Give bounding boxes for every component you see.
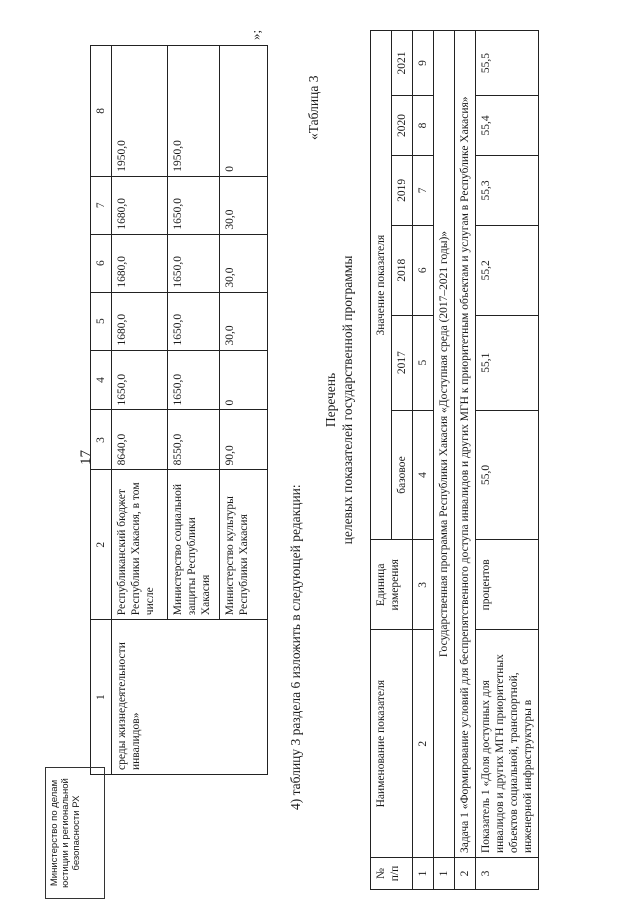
table-cell: 0 xyxy=(220,46,268,177)
column-number: 8 xyxy=(413,96,434,156)
table-cell: 1650,0 xyxy=(112,350,168,410)
header-cell: 4 xyxy=(91,350,112,410)
header-cell: Значение показателя xyxy=(371,31,392,540)
table-cell: Министерство культуры Республики Хакасия xyxy=(220,470,268,620)
header-cell: 5 xyxy=(91,292,112,350)
table-cell: 1680,0 xyxy=(112,234,168,292)
row-number: 2 xyxy=(455,858,476,890)
row-number: 1 xyxy=(434,858,455,890)
program-row: Государственная программа Республики Хакасия «Доступная среда (2017–2021 годы)» xyxy=(434,31,455,858)
indicator-name: Показатель 1 «Доля доступных для инвалидов и других МГН приоритетных объектов социальной, транспортной, инженерной инфраструктуры в xyxy=(476,630,539,858)
table-cell: 0 xyxy=(220,350,268,410)
header-cell: Единица измерения xyxy=(371,540,413,630)
indicator-value: 55,1 xyxy=(476,315,539,410)
table-cell: 1680,0 xyxy=(112,292,168,350)
header-cell: 2017 xyxy=(392,315,413,410)
table-cell: 1650,0 xyxy=(168,176,220,234)
column-number: 1 xyxy=(413,858,434,890)
header-cell: Наименование показателя xyxy=(371,630,413,858)
indicator-value: 55,5 xyxy=(476,31,539,96)
indicator-value: 55,4 xyxy=(476,96,539,156)
table-cell: 8550,0 xyxy=(168,410,220,470)
header-cell: 1 xyxy=(91,620,112,775)
column-number: 9 xyxy=(413,31,434,96)
table-cell: 90,0 xyxy=(220,410,268,470)
header-cell: 2 xyxy=(91,470,112,620)
indicator-value: 55,0 xyxy=(476,410,539,540)
column-number: 3 xyxy=(413,540,434,630)
table-cell: 8640,0 xyxy=(112,410,168,470)
table-cell: 1650,0 xyxy=(168,234,220,292)
header-cell: 6 xyxy=(91,234,112,292)
table-cell: 1950,0 xyxy=(112,46,168,177)
table-cell: 1950,0 xyxy=(168,46,220,177)
table-cell: 30,0 xyxy=(220,292,268,350)
header-cell: 3 xyxy=(91,410,112,470)
stamp-line: Министерство по делам xyxy=(49,779,60,887)
header-cell: 8 xyxy=(91,46,112,177)
indicator-unit: процентов xyxy=(476,540,539,630)
indicator-value: 55,2 xyxy=(476,225,539,315)
page-number: 17 xyxy=(78,450,94,465)
table-title xyxy=(323,190,357,610)
table-label: «Таблица 3 xyxy=(306,75,321,140)
table-cell: 30,0 xyxy=(220,176,268,234)
column-number: 2 xyxy=(413,630,434,858)
table-cell: 1650,0 xyxy=(168,350,220,410)
indicators-table xyxy=(370,30,539,890)
table-cell: 30,0 xyxy=(220,234,268,292)
stamp-line: юстиции и региональной xyxy=(59,778,71,888)
table-cell: Республиканский бюджет Республики Хакасия, в том числе xyxy=(112,470,168,620)
table-cell: 1680,0 xyxy=(112,176,168,234)
closing-quote: »; xyxy=(248,29,263,40)
table-title-line: целевых показателей государственной программы xyxy=(339,255,355,545)
task-row: Задача 1 «Формирование условий для беспрепятственного доступа инвалидов и других МГН к приоритетным объектам и услугам в Республике Хакасия» xyxy=(455,31,476,858)
row-number: 3 xyxy=(476,858,539,890)
header-cell: 2021 xyxy=(392,31,413,96)
stamp-line: безопасности РХ xyxy=(70,795,82,871)
header-cell: № п/п xyxy=(371,858,413,890)
header-cell: 2018 xyxy=(392,225,413,315)
table-cell: 1650,0 xyxy=(168,292,220,350)
registration-stamp xyxy=(45,767,105,899)
table-cell: среды жизнедеятельности инвалидов» xyxy=(112,620,268,775)
column-number: 5 xyxy=(413,315,434,410)
column-number: 6 xyxy=(413,225,434,315)
table-cell: Министерство социальной защиты Республики Хакасия xyxy=(168,470,220,620)
amendment-text: 4) таблицу 3 раздела 6 изложить в следующей редакции: xyxy=(288,484,303,810)
header-cell: базовое xyxy=(392,410,413,540)
budget-table-continuation xyxy=(90,45,268,775)
header-cell: 7 xyxy=(91,176,112,234)
header-cell: 2020 xyxy=(392,96,413,156)
table-title-line: Перечень xyxy=(323,372,338,428)
column-number: 4 xyxy=(413,410,434,540)
indicator-value: 55,3 xyxy=(476,155,539,225)
header-cell: 2019 xyxy=(392,155,413,225)
column-number: 7 xyxy=(413,155,434,225)
